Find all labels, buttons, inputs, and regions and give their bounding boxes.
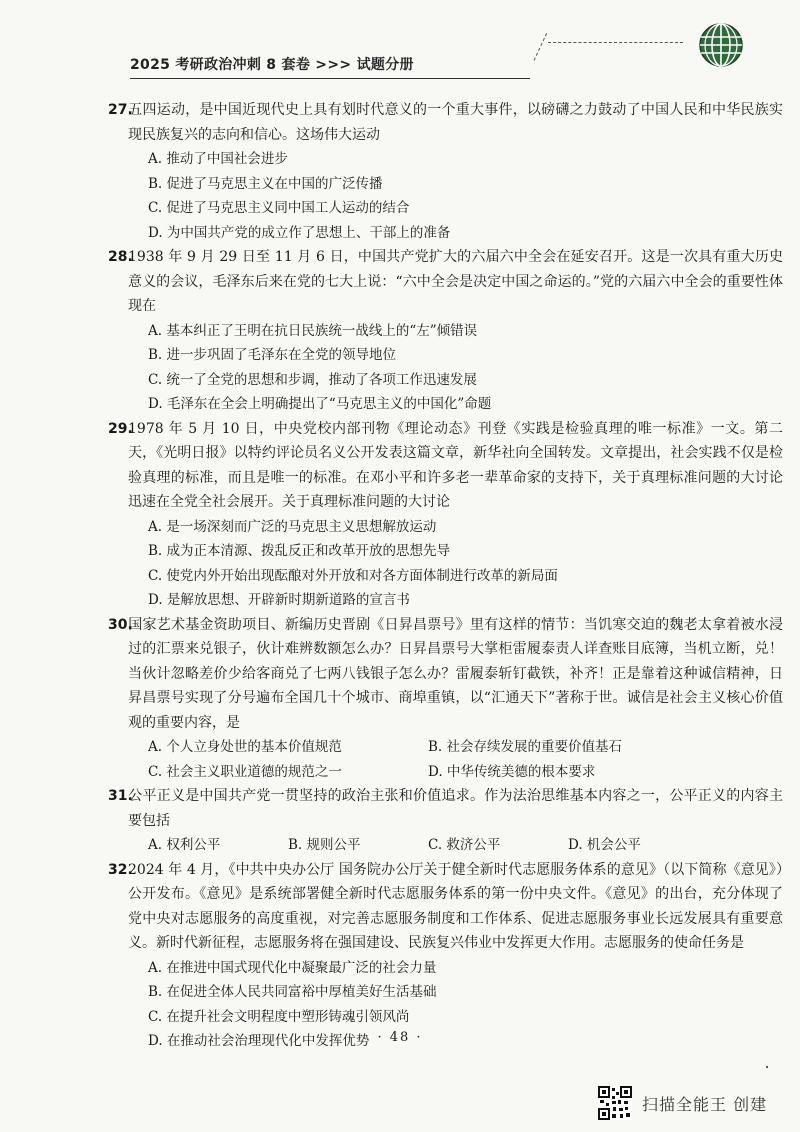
option-c: C. 促进了马克思主义同中国工人运动的结合 (148, 200, 410, 216)
page-number: · 48 · (377, 1030, 423, 1045)
option-d: D. 毛泽东在全会上明确提出了“马克思主义的中国化”命题 (148, 396, 492, 412)
question-number: 29. (108, 420, 133, 437)
scanner-watermark (598, 1086, 767, 1120)
question-text: 1938 年 9 月 29 日至 11 月 6 日，中国共产党扩大的六届六中全会在延安召开。这是一次具有重大历史意义的会议，毛泽东后来在党的七大上说：“六中全会是决定中国之命运的。”党的六届六中全会的重要性体现在 (128, 249, 783, 314)
question-number: 32. (108, 861, 133, 878)
question-stem (108, 784, 783, 833)
question-stem (108, 245, 783, 319)
option-c: C. 社会主义职业道德的规范之一 (148, 763, 342, 780)
question-text: 1978 年 5 月 10 日，中央党校内部刊物《理论动态》刊登《实践是检验真理的唯一标准》一文。第二天，《光明日报》以特约评论员名义公开发表这篇文章，新华社向全国转发。文章提出，社会实践不仅是检验真理的标准，而且是唯一的标准。在邓小平和许多老一辈革命家的支持下，关于真理标准问题的大讨论迅速在全党全社会展开。关于真理标准问题的大讨论 (128, 420, 783, 510)
question-text: 国家艺术基金资助项目、新编历史晋剧《日昇昌票号》里有这样的情节：当饥寒交迫的魏老太拿着被水浸过的汇票来兑银子，伙计难辨数额怎么办？日昇昌票号大掌柜雷履泰责人详查账目底簿，当机立断，兑！当伙计忽略差价少给客商兑了七两八钱银子怎么办？雷履泰斩钉截铁，补齐！正是靠着这种诚信精神，日昇昌票号实现了分号遍布全国几十个城市、商埠重镇，以“汇通天下”著称于世。诚信是社会主义核心价值观的重要内容，是 (128, 616, 783, 731)
option-d: D. 为中国共产党的成立作了思想上、干部上的准备 (148, 224, 451, 241)
option-c: C. 在提升社会文明程度中塑形铸魂引领风尚 (148, 1008, 410, 1025)
question-text: 2024 年 4 月，《中共中央办公厅 国务院办公厅关于健全新时代志愿服务体系的意见》（以下简称《意见》）公开发布。《意见》是系统部署健全新时代志愿服务体系的第一份中央文件。《意见》的出台，充分体现了党中央对志愿服务的高度重视，对完善志愿服务制度和工作体系、促进志愿服务事业长远发展具有重要意义。新时代新征程，志愿服务将在强国建设、民族复兴伟业中发挥更大作用。志愿服务的使命任务是 (128, 861, 783, 951)
question-number: 30. (108, 616, 133, 633)
question-31 (108, 784, 783, 858)
question-30 (108, 613, 783, 785)
qr-code-icon (598, 1086, 632, 1120)
option-a: A. 权利公平 (148, 837, 221, 853)
header-slash (534, 33, 548, 61)
question-29 (108, 417, 783, 613)
question-number: 27. (108, 102, 133, 118)
option-d: D. 机会公平 (568, 837, 641, 853)
option-row (128, 760, 783, 785)
option-a: A. 基本纠正了王明在抗日民族统一战线上的“左”倾错误 (148, 322, 478, 339)
scan-speck (766, 1066, 768, 1068)
option-c: C. 统一了全党的思想和步调，推动了各项工作迅速发展 (148, 371, 477, 388)
option-a: A. 推动了中国社会进步 (148, 151, 288, 167)
option-row (128, 833, 783, 858)
scanner-text: 扫描全能王 创建 (642, 1094, 768, 1114)
option-b: B. 进一步巩固了毛泽东在全党的领导地位 (148, 347, 397, 363)
question-text: 公平正义是中国共产党一贯坚持的政治主张和价值追求。作为法治思维基本内容之一，公平正义的内容主要包括 (128, 788, 783, 829)
option-a: A. 在推进中国式现代化中凝聚最广泛的社会力量 (148, 959, 437, 976)
option-b: B. 规则公平 (288, 837, 361, 853)
header-dashed-line (548, 42, 683, 43)
option-d: D. 中华传统美德的根本要求 (428, 763, 596, 780)
option-row (128, 735, 783, 760)
question-stem (108, 858, 783, 956)
page-header (130, 48, 780, 88)
option-b: B. 成为正本清源、拨乱反正和改革开放的思想先导 (148, 543, 451, 559)
globe-logo-icon (698, 22, 744, 68)
option-b: B. 社会存续发展的重要价值基石 (428, 739, 623, 755)
header-rule (130, 78, 530, 79)
option-b: B. 促进了马克思主义在中国的广泛传播 (148, 175, 383, 192)
question-28 (108, 245, 783, 417)
question-text: 五四运动，是中国近现代史上具有划时代意义的一个重大事件，以磅礴之力鼓动了中国人民和中华民族实现民族复兴的志向和信心。这场伟大运动 (128, 102, 783, 143)
option-d: D. 是解放思想、开辟新时期新道路的宣言书 (148, 592, 410, 608)
option-a: A. 个人立身处世的基本价值规范 (148, 739, 342, 755)
option-a: A. 是一场深刻而广泛的马克思主义思想解放运动 (148, 518, 437, 535)
option-d: D. 在推动社会治理现代化中发挥优势 (148, 1033, 370, 1049)
option-c: C. 救济公平 (428, 837, 501, 853)
question-32 (108, 858, 783, 1054)
question-list (108, 98, 783, 1054)
header-title: 2025 考研政治冲刺 8 套卷 >>> 试题分册 (130, 57, 414, 73)
question-stem (108, 613, 783, 736)
option-b: B. 在促进全体人民共同富裕中厚植美好生活基础 (148, 984, 437, 1000)
question-27 (108, 98, 783, 245)
question-number: 31. (108, 788, 133, 804)
option-c: C. 使党内外开始出现酝酿对外开放和对各方面体制进行改革的新局面 (148, 567, 558, 584)
question-stem (108, 417, 783, 515)
question-number: 28. (108, 249, 133, 265)
question-stem (108, 98, 783, 147)
